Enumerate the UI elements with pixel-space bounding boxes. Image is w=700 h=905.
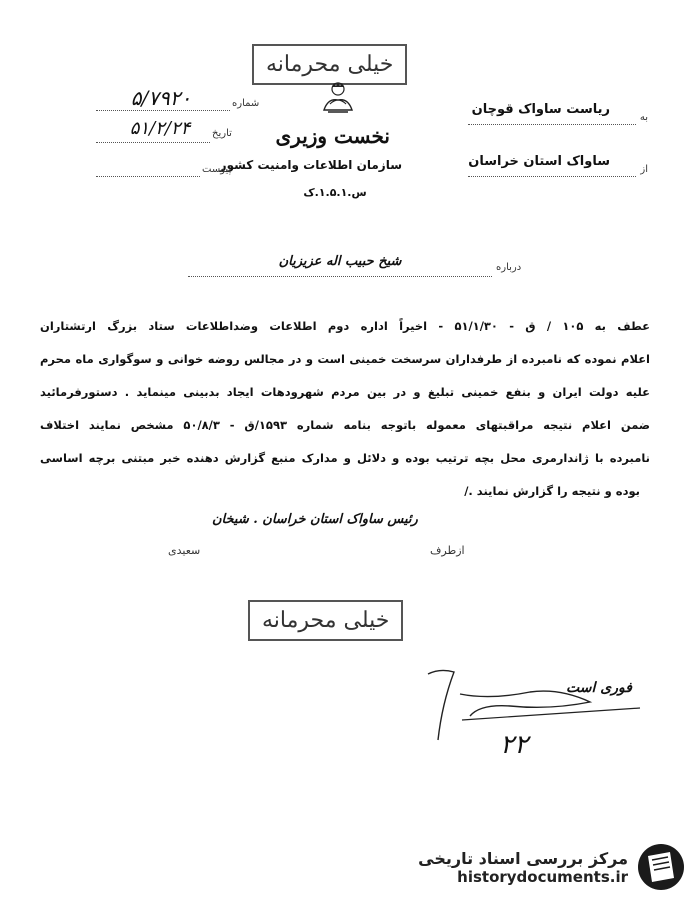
to-line [468, 124, 636, 125]
number-value: ۵/۷۹۲۰ [130, 86, 192, 110]
from-label: از [640, 164, 648, 175]
date-label: تاریخ [212, 128, 232, 139]
signature-title: رئیس ساواک استان خراسان . شیخان [212, 512, 418, 527]
body-line-1: عطف به ۱۰۵ / ق - ۵۱/۱/۳۰ - اخیراً اداره دوم اطلاعات وضداطلاعات ستاد بزرگ ارتشتاران [40, 319, 650, 333]
lion-and-sun-emblem-icon [318, 80, 358, 120]
attachment-line [96, 176, 200, 177]
to-label: به [639, 112, 648, 123]
body-line-2: اعلام نموده که نامبرده از طرفداران سرسخت خمینی است و در مجالس روضه خوانی و سوگواری ماه محرم [40, 352, 650, 366]
classification-stamp-top: خیلی محرمانه [252, 44, 407, 85]
footer-text-block [418, 849, 628, 886]
archive-logo-icon [636, 842, 686, 892]
from-value: ساواک استان خراسان [468, 154, 610, 169]
archive-footer [418, 842, 686, 892]
classification-stamp-bottom: خیلی محرمانه [248, 600, 403, 641]
subject-line [188, 276, 492, 277]
signer-name: سعیدی [168, 544, 201, 557]
date-line [96, 142, 210, 143]
on-behalf-label: ازطرف [430, 544, 465, 557]
body-line-5: نامبرده با ژاندارمری محل بچه ترتیب بوده و دلائل و مدارک منبع گزارش دهنده خبر مبتنی برچه اساسی [40, 451, 650, 465]
body-line-4: ضمن اعلام نتیجه مراقبتهای معموله باتوجه بنامه شماره ۱۵۹۳/ق - ۵۰/۸/۳ مشخص نمایند اختلاف [40, 418, 650, 432]
body-line-6: بوده و نتیجه را گزارش نمایند ./ [464, 484, 640, 498]
date-value: ۵۱/۲/۲۴ [129, 118, 191, 139]
body-line-3: علیه دولت ایران و بنفع خمینی تبلیغ و در بین مردم شهرودهات ایجاد بدبینی مینماید . دستورفرمائید [40, 385, 650, 399]
archive-url: historydocuments.ir [457, 867, 628, 886]
handwritten-signature-icon [450, 680, 650, 740]
attachment-label: پیوست [202, 164, 232, 175]
number-label: شماره [232, 98, 260, 109]
from-line [468, 176, 636, 177]
subject-value: شیخ حبیب اله عزیزیان [278, 254, 402, 269]
organization-code: س.۱.۵.۱.ک [303, 186, 367, 199]
ministry-title: نخست وزیری [275, 124, 390, 148]
to-value: ریاست ساواک قوچان [471, 102, 610, 117]
handwritten-note: فوری است [566, 680, 632, 696]
archive-center-name: مرکز بررسی اسناد تاریخی [418, 848, 628, 868]
handwritten-number: ۲۲ [500, 730, 528, 760]
number-line [96, 110, 230, 111]
subject-label: درباره [496, 262, 522, 273]
organization-name: سازمان اطلاعات وامنیت کشور [219, 158, 402, 172]
